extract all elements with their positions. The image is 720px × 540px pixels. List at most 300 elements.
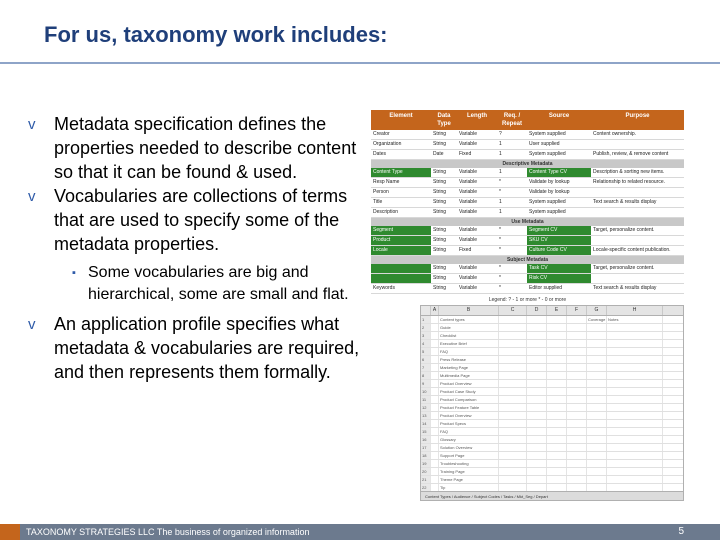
table-cell: 1 (499, 141, 502, 147)
table-cell: String (433, 247, 447, 253)
row-number: 22 (421, 484, 431, 491)
table-section-label: Descriptive Metadata (371, 160, 684, 168)
table-cell: 1 (499, 199, 502, 205)
cell (567, 460, 587, 467)
table-cell: Editor supplied (529, 285, 563, 291)
cell (587, 356, 607, 363)
column-label: H (607, 306, 663, 315)
table-cell: String (433, 131, 447, 137)
cell (547, 452, 567, 459)
table-cell: String (433, 169, 447, 175)
cell (567, 444, 587, 451)
cell (607, 404, 663, 411)
column-header: Element (389, 113, 413, 119)
table-cell: Fixed (459, 151, 472, 157)
cell (587, 332, 607, 339)
cell (547, 460, 567, 467)
cell (431, 324, 439, 331)
spreadsheet-row (421, 444, 683, 452)
cell (527, 332, 547, 339)
table-cell: Variable (459, 275, 477, 281)
cell (607, 444, 663, 451)
cell (431, 420, 439, 427)
cell (431, 428, 439, 435)
table-cell: System supplied (529, 151, 566, 157)
title-divider (0, 62, 720, 64)
cell (587, 396, 607, 403)
bullet-text: Some vocabularies are big and hierarchical, some are small and flat. (88, 264, 349, 303)
table-cell: Content ownership. (593, 131, 637, 137)
table-cell: String (433, 227, 447, 233)
table-cell: String (433, 209, 447, 215)
company-logo-icon (0, 524, 20, 540)
cell (587, 380, 607, 387)
table-cell: Description & sorting new items. (593, 169, 665, 175)
row-number: 16 (421, 436, 431, 443)
cell (607, 460, 663, 467)
row-number: 20 (421, 468, 431, 475)
cell (567, 428, 587, 435)
cell (499, 460, 527, 467)
cell (567, 420, 587, 427)
cell (527, 388, 547, 395)
cell (499, 372, 527, 379)
table-cell (371, 274, 431, 283)
table-cell: String (433, 237, 447, 243)
cell: Tip (439, 484, 499, 491)
table-cell: Risk CV (527, 274, 591, 283)
table-cell: Task CV (527, 264, 591, 273)
cell (499, 380, 527, 387)
row-number: 14 (421, 420, 431, 427)
table-cell: * (499, 237, 501, 243)
row-number: 4 (421, 340, 431, 347)
cell (567, 396, 587, 403)
cell (607, 388, 663, 395)
sheet-tabs[interactable]: Content Types / Audience / Subject Codes / Tasks / Mkt_Seg / Depart (421, 491, 683, 500)
table-cell: Culture Code CV (527, 246, 591, 255)
cell (527, 364, 547, 371)
cell (547, 428, 567, 435)
column-header: Purpose (625, 113, 650, 119)
table-row (371, 208, 684, 218)
row-number: 6 (421, 356, 431, 363)
cell (547, 420, 567, 427)
cell (547, 388, 567, 395)
cell (527, 404, 547, 411)
column-label: D (527, 306, 547, 315)
cell (499, 420, 527, 427)
cell (527, 380, 547, 387)
table-cell: Variable (459, 199, 477, 205)
cell (567, 404, 587, 411)
table-row (371, 168, 684, 178)
cell (607, 420, 663, 427)
cell (587, 452, 607, 459)
table-row (371, 246, 684, 256)
cell (607, 484, 663, 491)
bullet-list (28, 112, 368, 384)
table-cell: 1 (499, 209, 502, 215)
column-header: Data Type (437, 113, 451, 127)
row-number: 19 (421, 460, 431, 467)
table-cell: Variable (459, 131, 477, 137)
table-row (371, 150, 684, 160)
row-number: 2 (421, 324, 431, 331)
table-cell: Target, personalize content. (593, 227, 655, 233)
cell (499, 404, 527, 411)
cell (499, 356, 527, 363)
cell (431, 460, 439, 467)
table-cell: Dates (373, 151, 387, 157)
bullet-item (28, 184, 368, 256)
column-label: F (567, 306, 587, 315)
corner-cell (421, 306, 431, 315)
table-cell: Fixed (459, 247, 472, 253)
cell (607, 356, 663, 363)
cell (607, 412, 663, 419)
table-cell: String (433, 189, 447, 195)
cell (547, 404, 567, 411)
cell (527, 396, 547, 403)
column-label: G (587, 306, 607, 315)
table-cell: 1 (499, 169, 502, 175)
cell (607, 332, 663, 339)
table-cell: Variable (459, 209, 477, 215)
cell (527, 340, 547, 347)
table-cell (591, 274, 684, 283)
cell (431, 348, 439, 355)
table-row (371, 284, 684, 294)
cell: Press Release (439, 356, 499, 363)
table-cell: Variable (459, 179, 477, 185)
table-row (371, 264, 684, 274)
table-cell: Segment CV (527, 226, 591, 235)
cell (587, 324, 607, 331)
cell (431, 412, 439, 419)
cell (499, 436, 527, 443)
table-cell: Text search & results display (593, 285, 657, 291)
cell (527, 428, 547, 435)
cell (607, 468, 663, 475)
row-number: 13 (421, 412, 431, 419)
cell (567, 372, 587, 379)
row-number: 12 (421, 404, 431, 411)
cell (607, 428, 663, 435)
cell: Content types (439, 316, 499, 323)
cell (587, 404, 607, 411)
table-row (371, 274, 684, 284)
spreadsheet-row (421, 436, 683, 444)
table-cell: Validate by lookup (529, 179, 570, 185)
cell (547, 348, 567, 355)
table-cell (591, 188, 684, 197)
cell (547, 396, 567, 403)
bullet-text: Vocabularies are collections of terms that are used to specify some of the metadata properties. (54, 186, 348, 254)
cell (607, 452, 663, 459)
cell (499, 316, 527, 323)
cell: Product Overview (439, 380, 499, 387)
row-number: 18 (421, 452, 431, 459)
cell (547, 476, 567, 483)
table-cell: Variable (459, 265, 477, 271)
cell (431, 452, 439, 459)
table-cell: Product (371, 236, 431, 245)
cell (607, 372, 663, 379)
spreadsheet-row (421, 356, 683, 364)
table-row (371, 178, 684, 188)
table-row (371, 188, 684, 198)
table-cell: 1 (499, 151, 502, 157)
table-cell: Person (373, 189, 389, 195)
cell (567, 324, 587, 331)
cell (499, 484, 527, 491)
spreadsheet-row (421, 340, 683, 348)
cell (587, 420, 607, 427)
table-cell: Date (433, 151, 444, 157)
cell: Product Specs (439, 420, 499, 427)
cell: Support Page (439, 452, 499, 459)
cell (567, 476, 587, 483)
cell (527, 372, 547, 379)
cell (527, 468, 547, 475)
cell (547, 468, 567, 475)
table-cell: Variable (459, 227, 477, 233)
table-cell: * (499, 265, 501, 271)
table-header (371, 110, 684, 130)
cell (547, 484, 567, 491)
spreadsheet-row (421, 332, 683, 340)
cell (499, 364, 527, 371)
cell (567, 332, 587, 339)
cell (567, 452, 587, 459)
cell (431, 468, 439, 475)
cell: Checklist (439, 332, 499, 339)
column-label: E (547, 306, 567, 315)
table-cell: * (499, 227, 501, 233)
cell (567, 316, 587, 323)
cell (499, 348, 527, 355)
cell (431, 388, 439, 395)
bullet-item (28, 312, 368, 384)
bullet-item (28, 112, 368, 184)
cell (607, 340, 663, 347)
table-row (371, 198, 684, 208)
bullet-text: An application profile specifies what metadata & vocabularies are required, and then represents them formally. (54, 314, 360, 382)
cell (499, 412, 527, 419)
cell (431, 372, 439, 379)
table-cell: Organization (373, 141, 402, 147)
table-cell: Variable (459, 285, 477, 291)
page-number: 5 (678, 526, 684, 537)
cell (527, 452, 547, 459)
footer-bar (0, 524, 720, 540)
table-cell: Variable (459, 189, 477, 195)
cell: Marketing Page (439, 364, 499, 371)
table-cell: * (499, 285, 501, 291)
cell (567, 484, 587, 491)
spreadsheet-screenshot (420, 305, 684, 501)
table-cell: Variable (459, 237, 477, 243)
table-section-label: Use Metadata (371, 218, 684, 226)
cell (527, 412, 547, 419)
table-cell (591, 208, 684, 217)
cell: Guide (439, 324, 499, 331)
table-cell: System supplied (529, 199, 566, 205)
row-number: 5 (421, 348, 431, 355)
table-cell: Publish, review, & remove content (593, 151, 669, 157)
cell (431, 340, 439, 347)
cell (499, 396, 527, 403)
table-row (371, 140, 684, 150)
cell (607, 396, 663, 403)
cell (587, 364, 607, 371)
cell (607, 324, 663, 331)
cell (567, 412, 587, 419)
cell (607, 380, 663, 387)
cell (567, 348, 587, 355)
cell (431, 404, 439, 411)
spreadsheet-row (421, 324, 683, 332)
sub-bullet-item (28, 262, 368, 306)
cell: Multimedia Page (439, 372, 499, 379)
spreadsheet-row (421, 380, 683, 388)
cell (431, 356, 439, 363)
cell (431, 364, 439, 371)
metadata-spec-table (371, 110, 684, 303)
cell (587, 444, 607, 451)
table-cell: SKU CV (527, 236, 591, 245)
table-cell: * (499, 247, 501, 253)
spreadsheet-row (421, 460, 683, 468)
column-header: Req. / Repeat (501, 113, 522, 127)
column-label: A (431, 306, 439, 315)
table-cell: * (499, 179, 501, 185)
table-cell: String (433, 199, 447, 205)
cell (547, 364, 567, 371)
spreadsheet-row (421, 404, 683, 412)
column-label: B (439, 306, 499, 315)
table-cell: Resp Name (373, 179, 400, 185)
cell (567, 356, 587, 363)
spreadsheet-row (421, 348, 683, 356)
spreadsheet-row (421, 364, 683, 372)
table-cell: System supplied (529, 209, 566, 215)
table-row (371, 236, 684, 246)
cell (499, 340, 527, 347)
column-header: Source (548, 113, 570, 119)
spreadsheet-row (421, 468, 683, 476)
table-cell: Relationship to related resource. (593, 179, 665, 185)
cell (547, 340, 567, 347)
cell (567, 436, 587, 443)
cell (527, 436, 547, 443)
cell (431, 396, 439, 403)
cell (547, 324, 567, 331)
page-title: For us, taxonomy work includes: (44, 22, 388, 47)
cell (567, 388, 587, 395)
cell (547, 444, 567, 451)
table-cell: System supplied (529, 131, 566, 137)
footer-text: TAXONOMY STRATEGIES LLC The business of organized information (26, 527, 310, 537)
spreadsheet-row (421, 428, 683, 436)
cell: FAQ (439, 428, 499, 435)
table-cell (371, 264, 431, 273)
cell (499, 388, 527, 395)
cell: Troubleshooting (439, 460, 499, 467)
cell: Product Overview (439, 412, 499, 419)
cell (527, 316, 547, 323)
cell (607, 476, 663, 483)
cell (499, 444, 527, 451)
cell (547, 412, 567, 419)
cell (527, 444, 547, 451)
square-bullet-icon: ▪ (72, 267, 76, 279)
spreadsheet-column-header (421, 306, 683, 316)
table-cell: String (433, 285, 447, 291)
cell (431, 316, 439, 323)
cell: Glossary (439, 436, 499, 443)
cell (567, 468, 587, 475)
row-number: 10 (421, 388, 431, 395)
cell (499, 324, 527, 331)
table-cell: Keywords (373, 285, 395, 291)
cell (527, 324, 547, 331)
table-cell: Variable (459, 141, 477, 147)
cell (587, 340, 607, 347)
cell (547, 332, 567, 339)
spreadsheet-row (421, 452, 683, 460)
cell: Training Page (439, 468, 499, 475)
cell: Product Case Study (439, 388, 499, 395)
table-cell: User supplied (529, 141, 560, 147)
row-number: 7 (421, 364, 431, 371)
row-number: 1 (421, 316, 431, 323)
cell (587, 428, 607, 435)
cell (587, 436, 607, 443)
cell (587, 476, 607, 483)
cell: Product Comparison (439, 396, 499, 403)
cell (547, 380, 567, 387)
column-label: C (499, 306, 527, 315)
cell (587, 484, 607, 491)
table-cell: Content Type CV (527, 168, 591, 177)
cell: Executive Brief (439, 340, 499, 347)
cell (587, 372, 607, 379)
cell (527, 460, 547, 467)
cell (499, 452, 527, 459)
row-number: 3 (421, 332, 431, 339)
spreadsheet-row (421, 388, 683, 396)
cell (547, 372, 567, 379)
table-cell: Target, personalize content. (593, 265, 655, 271)
table-section-label: Subject Metadata (371, 256, 684, 264)
cell: Theme Page (439, 476, 499, 483)
cell (499, 332, 527, 339)
table-cell: String (433, 179, 447, 185)
cell (431, 444, 439, 451)
spreadsheet-row (421, 396, 683, 404)
row-number: 21 (421, 476, 431, 483)
cell: Coverage (588, 317, 606, 322)
cell (431, 436, 439, 443)
table-legend: Legend: ? - 1 or more * - 0 or more (488, 297, 567, 303)
table-cell: String (433, 275, 447, 281)
spreadsheet-row (421, 372, 683, 380)
row-number: 9 (421, 380, 431, 387)
cell (587, 468, 607, 475)
cell (587, 460, 607, 467)
